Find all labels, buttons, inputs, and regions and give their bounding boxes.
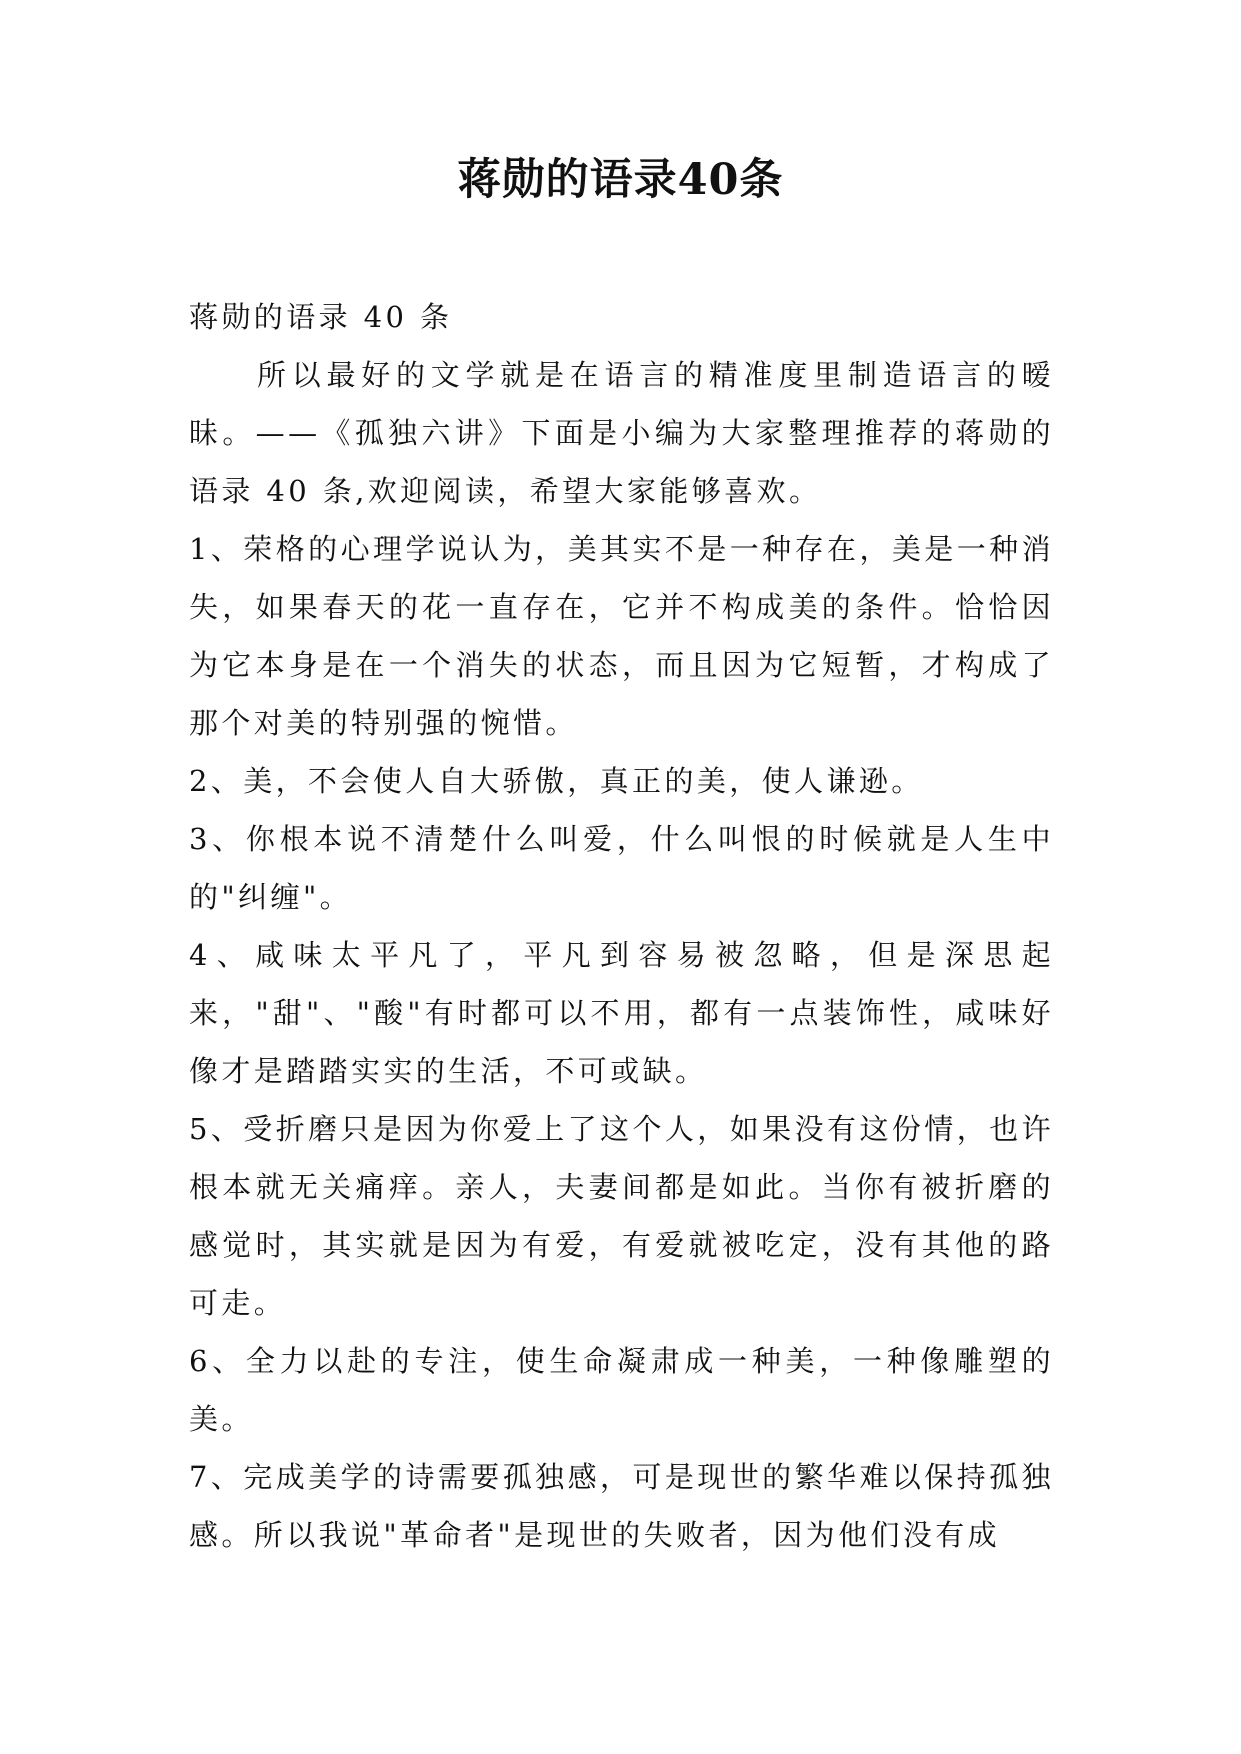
- subtitle-line: 蒋勋的语录 40 条: [189, 300, 453, 334]
- quote-item: 7、完成美学的诗需要孤独感，可是现世的繁华难以保持孤独感。所以我说"革命者"是现世的失败者，因为他们没有成: [189, 1460, 1054, 1552]
- quote-item: 3、你根本说不清楚什么叫爱，什么叫恨的时候就是人生中的"纠缠"。: [189, 822, 1054, 914]
- document-title: 蒋勋的语录40条: [457, 155, 784, 205]
- document-body: [189, 288, 1054, 1564]
- intro-paragraph: 所以最好的文学就是在语言的精准度里制造语言的暧昧。——《孤独六讲》下面是小编为大家整理推荐的蒋勋的语录 40 条,欢迎阅读，希望大家能够喜欢。: [189, 358, 1054, 508]
- quote-item: 2、美，不会使人自大骄傲，真正的美，使人谦逊。: [189, 764, 924, 798]
- quote-item: 4、咸味太平凡了，平凡到容易被忽略，但是深思起来，"甜"、"酸"有时都可以不用，都有一点装饰性，咸味好像才是踏踏实实的生活，不可或缺。: [189, 938, 1054, 1088]
- quote-item: 6、全力以赴的专注，使生命凝肃成一种美，一种像雕塑的美。: [189, 1344, 1054, 1436]
- quote-item: 5、受折磨只是因为你爱上了这个人，如果没有这份情，也许根本就无关痛痒。亲人，夫妻间都是如此。当你有被折磨的感觉时，其实就是因为有爱，有爱就被吃定，没有其他的路可走。: [189, 1112, 1054, 1320]
- quote-item: 1、荣格的心理学说认为，美其实不是一种存在，美是一种消失，如果春天的花一直存在，它并不构成美的条件。恰恰因为它本身是在一个消失的状态，而且因为它短暂，才构成了那个对美的特别强的惋惜。: [189, 532, 1054, 740]
